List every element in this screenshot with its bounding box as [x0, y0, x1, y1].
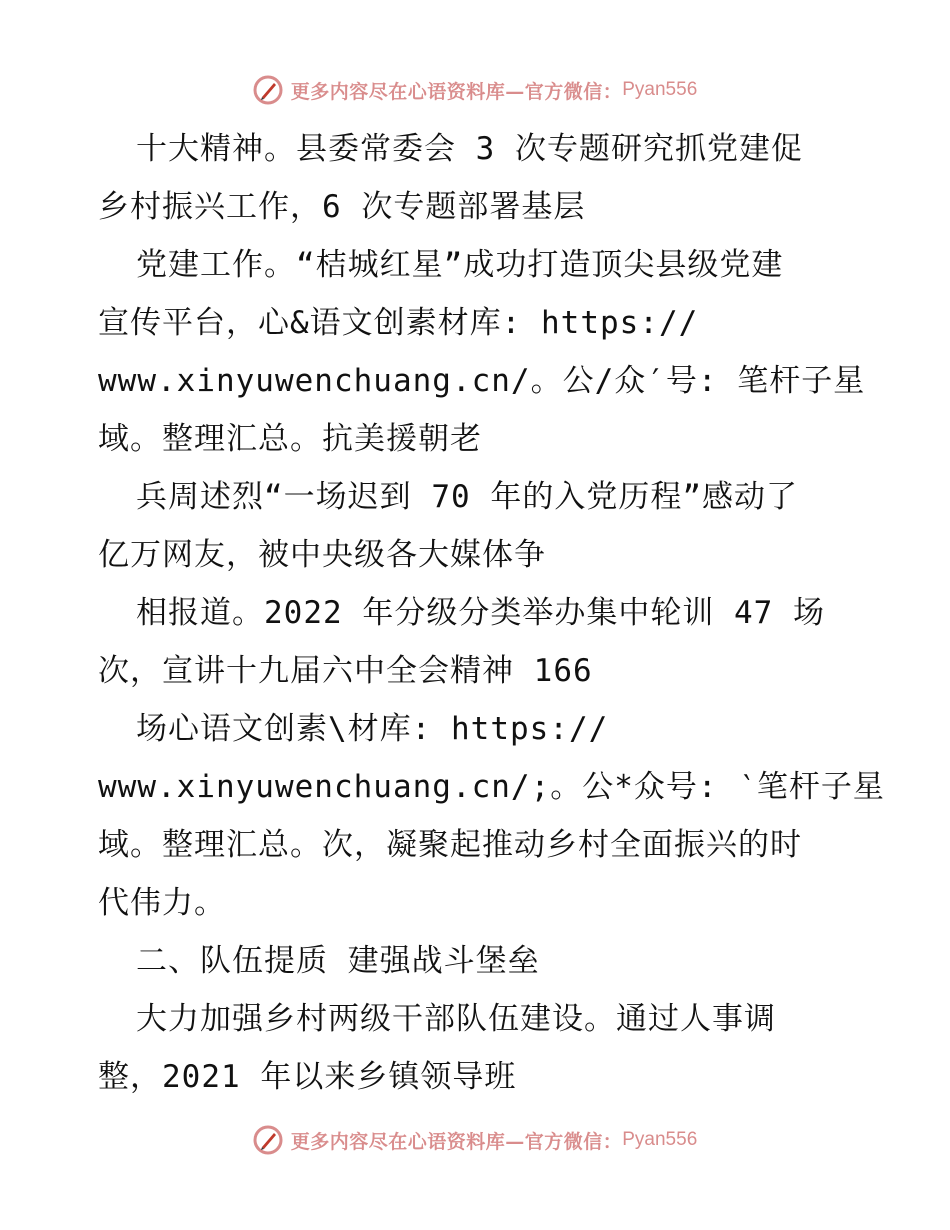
text-line: 大力加强乡村两级干部队伍建设。通过人事调	[136, 1001, 776, 1037]
text-line: 整，2021 年以来乡镇领导班	[98, 1059, 517, 1095]
section-heading: 二、队伍提质 建强战斗堡垒	[136, 943, 540, 979]
header-watermark	[0, 73, 950, 107]
text-line: 十大精神。县委常委会 3 次专题研究抓党建促	[136, 131, 803, 167]
text-line: 党建工作。“桔城红星”成功打造顶尖县级党建	[136, 247, 784, 283]
text-line: 相报道。2022 年分级分类举办集中轮训 47 场	[136, 595, 825, 631]
footer-watermark	[0, 1123, 950, 1157]
text-line: 宣传平台，心&语文创素材库: https://	[98, 305, 699, 341]
watermark-text: 更多内容尽在心语资料库—官方微信：	[290, 1130, 623, 1153]
text-line: 域。整理汇总。抗美援朝老	[98, 421, 482, 457]
text-line: 亿万网友，被中央级各大媒体争	[98, 537, 546, 573]
watermark-account: Pyan556	[622, 79, 698, 100]
text-line: 兵周述烈“一场迟到 70 年的入党历程”感动了	[136, 479, 798, 515]
text-line: www.xinyuwenchuang.cn/;。公*众号: ‵笔杆子星	[98, 769, 885, 805]
text-line: www.xinyuwenchuang.cn/。公/众′号: 笔杆子星	[98, 363, 866, 399]
watermark-text: 更多内容尽在心语资料库—官方微信：	[290, 80, 623, 103]
text-line: 乡村振兴工作，6 次专题部署基层	[98, 189, 586, 225]
pen-logo-icon	[253, 1125, 283, 1155]
text-line: 场心语文创素\材库: https://	[136, 711, 609, 747]
text-line: 次，宣讲十九届六中全会精神 166	[98, 653, 593, 689]
watermark-account: Pyan556	[622, 1129, 698, 1150]
pen-logo-icon	[253, 75, 283, 105]
document-body	[98, 120, 885, 1106]
text-line: 代伟力。	[98, 885, 226, 921]
text-line: 域。整理汇总。次，凝聚起推动乡村全面振兴的时	[98, 827, 802, 863]
